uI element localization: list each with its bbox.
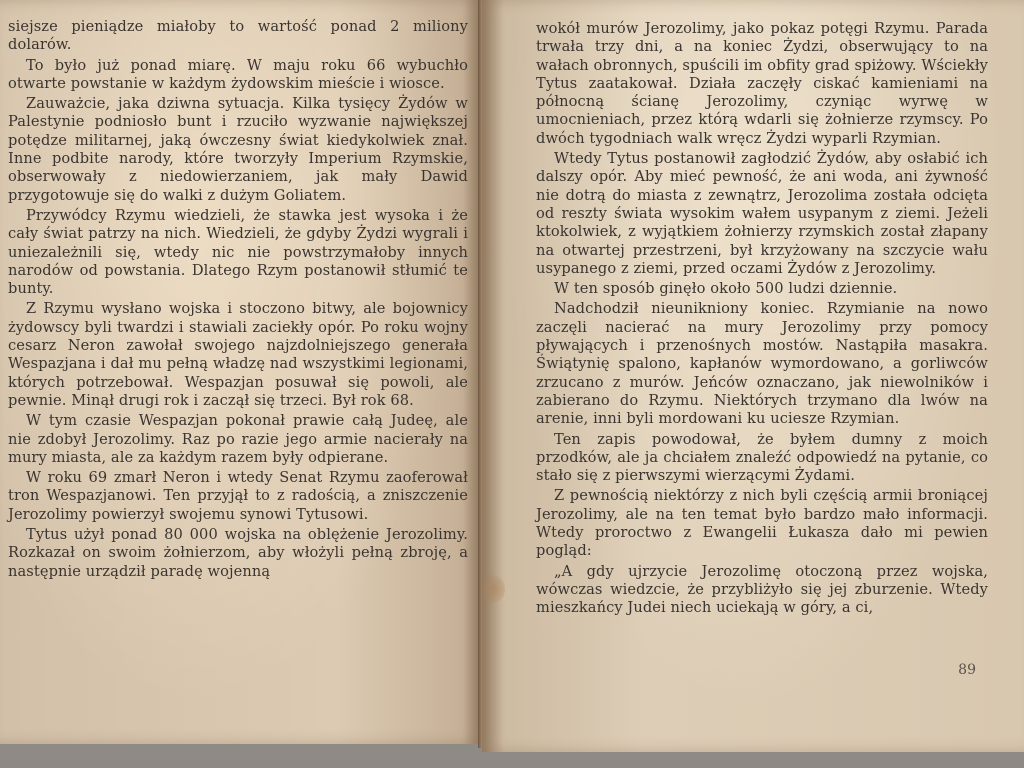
paragraph: Tytus użył ponad 80 000 wojska na oblężenie Jerozolimy. Rozkazał on swoim żołnierzom, aby włożyli pełną zbroję, a następnie urządził paradę wojenną: [8, 526, 468, 580]
paragraph: wokół murów Jerozolimy, jako pokaz potęgi Rzymu. Parada trwała trzy dni, a na koniec Żydzi, obserwujący to na wałach obronnych, spuścili im obfity grad spiżowy. Wściekły Tytus zaatakował. Działa zaczęły ciskać kamieniami na północną ścianę Jerozolimy, czyniąc wyrwę w umocnieniach, przez którą wdarli się żołnierze rzymscy. Po dwóch tygodniach walk wręcz Żydzi wyparli Rzymian.: [536, 20, 988, 147]
paragraph: Zauważcie, jaka dziwna sytuacja. Kilka tysięcy Żydów w Palestynie podniosło bunt i rzuciło wyzwanie największej potędze militarnej, jaką ówczesny świat kiedykolwiek znał. Inne podbite narody, które tworzyły Imperium Rzymskie, obserwowały z niedowierzaniem, jak mały Dawid przygotowuje się do walki z dużym Goliatem.: [8, 95, 468, 204]
paragraph: To było już ponad miarę. W maju roku 66 wybuchło otwarte powstanie w każdym żydowskim mieście i wiosce.: [8, 56, 468, 92]
right-page-text: [536, 20, 988, 618]
paragraph: Przywódcy Rzymu wiedzieli, że stawka jest wysoka i że cały świat patrzy na nich. Wiedzieli, że gdyby Żydzi wygrali i uniezależnili się, wtedy nic nie powstrzymałoby innych narodów od powstania. Dlatego Rzym postanowił stłumić te bunty.: [8, 206, 468, 298]
paragraph: Z Rzymu wysłano wojska i stoczono bitwy, ale bojownicy żydowscy byli twardzi i stawiali zaciekły opór. Po roku wojny cesarz Neron zawołał swojego najzdolniejszego generała Wespazjana i dał mu pełną władzę nad wszystkimi legionami, których potrzebował. Wespazjan posuwał się powoli, ale pewnie. Minął drugi rok i zaczął się trzeci. Był rok 68.: [8, 300, 468, 409]
paragraph: „A gdy ujrzycie Jerozolimę otoczoną przez wojska, wówczas wiedzcie, że przybliżyło się jej zburzenie. Wtedy mieszkańcy Judei niech uciekają w góry, a ci,: [536, 562, 988, 617]
page-number: 89: [958, 662, 976, 678]
paragraph: Z pewnością niektórzy z nich byli częścią armii broniącej Jerozolimy, ale na ten temat było bardzo mało informacji. Wtedy proroctwo z Ewangelii Łukasza dało mi pewien pogląd:: [536, 487, 988, 560]
paragraph: W tym czasie Wespazjan pokonał prawie całą Judeę, ale nie zdobył Jerozolimy. Raz po razie jego armie nacierały na mury miasta, ale za każdym razem były odpierane.: [8, 412, 468, 466]
paragraph: Wtedy Tytus postanowił zagłodzić Żydów, aby osłabić ich dalszy opór. Aby mieć pewność, że ani woda, ani żywność nie dotrą do miasta z zewnątrz, Jerozolima została odcięta od reszty świata wysokim wałem usypanym z ziemi. Jeżeli ktokolwiek, z wyjątkiem żołnierzy rzymskich został złapany na otwartej przestrzeni, był krzyżowany na szczycie wału usypanego z ziemi, przed oczami Żydów z Jerozolimy.: [536, 150, 988, 277]
paragraph: W ten sposób ginęło około 500 ludzi dziennie.: [554, 280, 898, 298]
paragraph: Ten zapis powodował, że byłem dumny z moich przodków, ale ja chciałem znaleźć odpowiedź na pytanie, co stało się z pierwszymi wierzącymi Żydami.: [536, 430, 988, 485]
left-page-text: [8, 18, 468, 581]
left-page: [0, 0, 482, 744]
paper-stain: [483, 575, 505, 603]
right-page: [482, 0, 1024, 752]
paragraph: siejsze pieniądze miałoby to wartość ponad 2 miliony dolarów.: [8, 18, 468, 54]
paragraph: Nadchodził nieunikniony koniec. Rzymianie na nowo zaczęli nacierać na mury Jerozolimy przy pomocy pływających i przenośnych mostów. Nastąpiła masakra. Świątynię spalono, kapłanów wymordowano, a gorliwców zrzucano z murów. Jeńców oznaczano, jak niewolników i zabierano do Rzymu. Niektórych trzymano dla lwów na arenie, inni byli mordowani ku uciesze Rzymian.: [536, 300, 988, 428]
paragraph: W roku 69 zmarł Neron i wtedy Senat Rzymu zaoferował tron Wespazjanowi. Ten przyjął to z radością, a zniszczenie Jerozolimy powierzył swojemu synowi Tytusowi.: [8, 469, 468, 523]
